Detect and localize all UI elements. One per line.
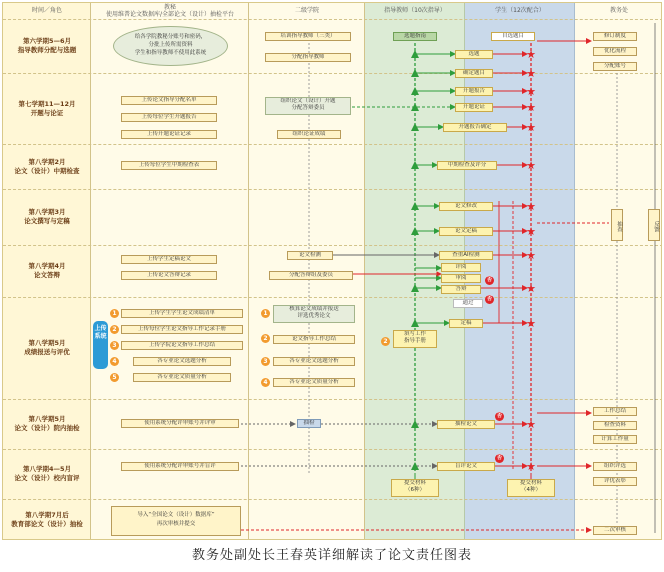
phase-title: 第八学期5月 — [28, 415, 66, 423]
phase-title: 第七学期11—12月 — [18, 99, 76, 108]
svg-text:★: ★ — [526, 67, 536, 80]
flow-midterm-check[interactable]: 中期检查及评分 — [437, 161, 497, 170]
work-summary[interactable]: 工作总结 — [593, 407, 637, 416]
national-database-import[interactable] — [111, 506, 241, 536]
flow-proposal-confirm[interactable]: 开题报告确定 — [443, 123, 507, 132]
import-line-1: 导入“全国论文（设计）数据库” — [137, 512, 215, 518]
upload-guidance-summary[interactable]: 上传学院论文指导工作总结 — [121, 341, 243, 350]
organize-proposal-line-1: 组织论文（设计）开题 — [280, 98, 336, 104]
svg-text:★: ★ — [526, 101, 536, 114]
upload-grade-list[interactable]: 上传学生学生论文成绩清单 — [121, 309, 243, 318]
phase-title: 第六学期5—6月 — [22, 37, 72, 45]
fill-manual-line-2: 指导手册 — [403, 338, 426, 344]
phase-title: 第八学期4月 — [28, 262, 66, 270]
oval-line-1: 给各学院教秘分账号和密码， — [134, 34, 207, 40]
quality-analysis[interactable]: 各专业论文质量分析 — [133, 373, 231, 382]
submit-grades-line-1: 核算论文成绩并报送 — [289, 306, 339, 312]
upload-defense-record[interactable]: 上传论文答辩记录 — [121, 271, 217, 280]
plagiarism-check[interactable]: 论文检测 — [287, 251, 333, 260]
teacher-step-2-badge: 2 — [381, 337, 390, 346]
svg-text:★: ★ — [526, 460, 536, 473]
revise-policy[interactable]: 修订制度 — [593, 32, 637, 41]
phase-title: 第八学期3月 — [28, 208, 66, 216]
oval-line-3: 学生和指导教师不使用此系统 — [134, 50, 207, 56]
college-spot-check[interactable]: 抽检 — [297, 419, 321, 428]
responsibility-chart — [2, 2, 662, 540]
phase-subtitle: 论文（设计）院内抽检 — [14, 424, 80, 432]
teacher-submit-line-2: （6种） — [405, 487, 425, 493]
upload-final-thesis[interactable]: 上传学生定稿论文 — [121, 255, 217, 264]
phase-title: 第八学期2月 — [28, 157, 66, 166]
header-office: 教务处 — [609, 7, 628, 14]
teacher-submit-line-1: 提交材料 — [403, 480, 426, 486]
teacher-submit-materials[interactable] — [391, 479, 439, 497]
inspect-materials[interactable]: 检查资料 — [593, 421, 637, 430]
fail-marker: 否 — [496, 455, 502, 461]
college-step-2-badge: 2 — [261, 334, 270, 343]
header-student: 学生（12次配合） — [495, 7, 545, 14]
fail-marker: 否 — [486, 277, 492, 283]
phase-subtitle: 论文（设计）校内盲评 — [14, 474, 80, 482]
student-submit-materials[interactable] — [507, 479, 555, 497]
flow-final-version[interactable]: 定稿 — [449, 319, 483, 328]
assign-review-accounts[interactable]: 使用系统分配评审账号并评审 — [121, 419, 239, 428]
upload-proposal-record[interactable]: 上传开题论证记录 — [121, 130, 217, 139]
topic-guide[interactable]: 选题指南 — [393, 32, 437, 41]
flow-topic-select[interactable]: 选题 — [455, 50, 493, 59]
step-1-badge: 1 — [110, 309, 119, 318]
student-submit-line-1: 提交材料 — [519, 480, 542, 486]
organize-proposal-line-2: 分配答辩委员 — [291, 105, 325, 111]
svg-text:★: ★ — [526, 418, 536, 431]
header-academic-line1: 教秘 — [163, 4, 176, 11]
svg-text:★: ★ — [526, 200, 536, 213]
submit-grades-excellent[interactable] — [273, 305, 355, 323]
award-excellence[interactable]: 评优表彰 — [593, 477, 637, 486]
upload-proposal-report[interactable]: 上传每位学生开题报告 — [121, 113, 217, 122]
fail-marker: 否 — [486, 296, 492, 302]
system-intro-oval — [113, 26, 228, 66]
submit-grades-line-2: 评选优秀论文 — [297, 313, 331, 319]
step-3-badge: 3 — [110, 341, 119, 350]
organize-selection[interactable]: 组织评选 — [593, 462, 637, 471]
svg-text:★: ★ — [526, 282, 536, 295]
svg-text:★: ★ — [526, 225, 536, 238]
image-caption: 教务处副处长王春英详细解读了论文责任图表 — [191, 548, 472, 563]
phase-subtitle: 教育部论文（设计）抽检 — [11, 520, 83, 528]
optimize-process[interactable]: 优化流程 — [593, 47, 637, 56]
assign-advisors[interactable]: 分配指导教师 — [265, 53, 351, 62]
feedback-label: 反馈 — [648, 209, 660, 241]
upload-guidance-manual[interactable]: 上传每位学生论文指导工作记录手册 — [121, 325, 243, 334]
calculate-workload[interactable]: 计算工作量 — [593, 435, 637, 444]
student-submit-line-2: （4种） — [521, 487, 541, 493]
college-step-4-badge: 4 — [261, 378, 270, 387]
step-5-badge: 5 — [110, 373, 119, 382]
svg-text:★: ★ — [526, 249, 536, 262]
flow-revise[interactable]: 论文修改 — [439, 202, 493, 211]
svg-text:★: ★ — [526, 48, 536, 61]
header-college: 二级学院 — [294, 7, 319, 14]
flow-proposal-argue[interactable]: 开题论证 — [455, 103, 493, 112]
second-review[interactable]: 二次审核 — [593, 526, 637, 535]
svg-text:★: ★ — [526, 159, 536, 172]
upload-system-bubble: 上传系统 — [93, 321, 108, 369]
upload-advisor-list[interactable]: 上传论文指导分配名单 — [121, 96, 217, 105]
train-advisors[interactable]: 培训指导教师（三类） — [265, 32, 351, 41]
organize-proposal-scores[interactable]: 组织论证成绩 — [277, 130, 341, 139]
flow-audit[interactable]: 审阅 — [441, 274, 481, 283]
phase-subtitle: 开题与论证 — [30, 108, 64, 117]
flow-blind-review-thesis[interactable]: 盲评论文 — [437, 462, 495, 471]
svg-text:★: ★ — [526, 121, 536, 134]
flow-confirm-topic[interactable]: 确定题目 — [455, 69, 493, 78]
flow-proposal-report[interactable]: 开题报告 — [455, 87, 493, 96]
flow-review[interactable]: 评阅 — [441, 263, 481, 272]
college-guidance-summary[interactable]: 论文指导工作总结 — [273, 335, 355, 344]
fill-guidance-manual[interactable] — [393, 330, 437, 348]
phase-title: 第八学期4—5月 — [22, 465, 72, 473]
college-step-3-badge: 3 — [261, 357, 270, 366]
fail-marker: 否 — [496, 413, 502, 419]
phase-subtitle: 论文答辩 — [34, 271, 60, 279]
organize-proposal[interactable] — [265, 97, 351, 115]
step-4-badge: 4 — [110, 357, 119, 366]
svg-text:★: ★ — [526, 317, 536, 330]
step-2-badge: 2 — [110, 325, 119, 334]
oval-line-2: 分批上传所需资料 — [148, 42, 193, 48]
import-line-2: 再次审核并提交 — [156, 521, 196, 527]
header-teacher: 指导教师（10次指导） — [384, 7, 446, 14]
flow-defense[interactable]: 答辩 — [441, 285, 481, 294]
topic-analysis[interactable]: 各专业论文选题分析 — [133, 357, 231, 366]
assign-accounts[interactable]: 分配账号 — [593, 62, 637, 71]
assign-defense-panel[interactable]: 分配答辩组及委员 — [269, 271, 353, 280]
flow-finalize[interactable]: 论文定稿 — [439, 227, 493, 236]
phase-subtitle: 成绩报送与评优 — [24, 348, 70, 356]
flow-spot-check-thesis[interactable]: 抽检论文 — [437, 420, 495, 429]
flow-ai-check[interactable]: 查重AI检测 — [439, 251, 493, 260]
college-step-1-badge: 1 — [261, 309, 270, 318]
upload-midterm-form[interactable]: 上传每位学生中期检查表 — [121, 161, 217, 170]
header-academic-line2: 使用维普论文数据库/全部论文（设计）抽检平台 — [105, 11, 235, 18]
flow-pass: 通过 — [453, 299, 483, 308]
svg-text:★: ★ — [526, 85, 536, 98]
phase-title: 第八学期7月后 — [25, 511, 69, 519]
phase-subtitle: 指导教师分配与选题 — [17, 46, 77, 54]
college-quality-analysis[interactable]: 各专业论文质量分析 — [273, 378, 355, 387]
self-select-topic[interactable]: 自选题目 — [491, 32, 535, 41]
phase-subtitle: 论文撰写与定稿 — [24, 217, 70, 225]
phase-subtitle: 论文（设计）中期检查 — [14, 166, 80, 175]
header-role: 时间／角色 — [31, 7, 62, 14]
fill-manual-line-1: 填写工作 — [403, 331, 426, 337]
phase-title: 第八学期5月 — [28, 339, 66, 347]
spot-check-label: 抽查 — [611, 209, 623, 241]
college-topic-analysis[interactable]: 各专业论文选题分析 — [273, 357, 355, 366]
assign-blind-review-accounts[interactable]: 使用系统分配评审账号并盲评 — [121, 462, 239, 471]
